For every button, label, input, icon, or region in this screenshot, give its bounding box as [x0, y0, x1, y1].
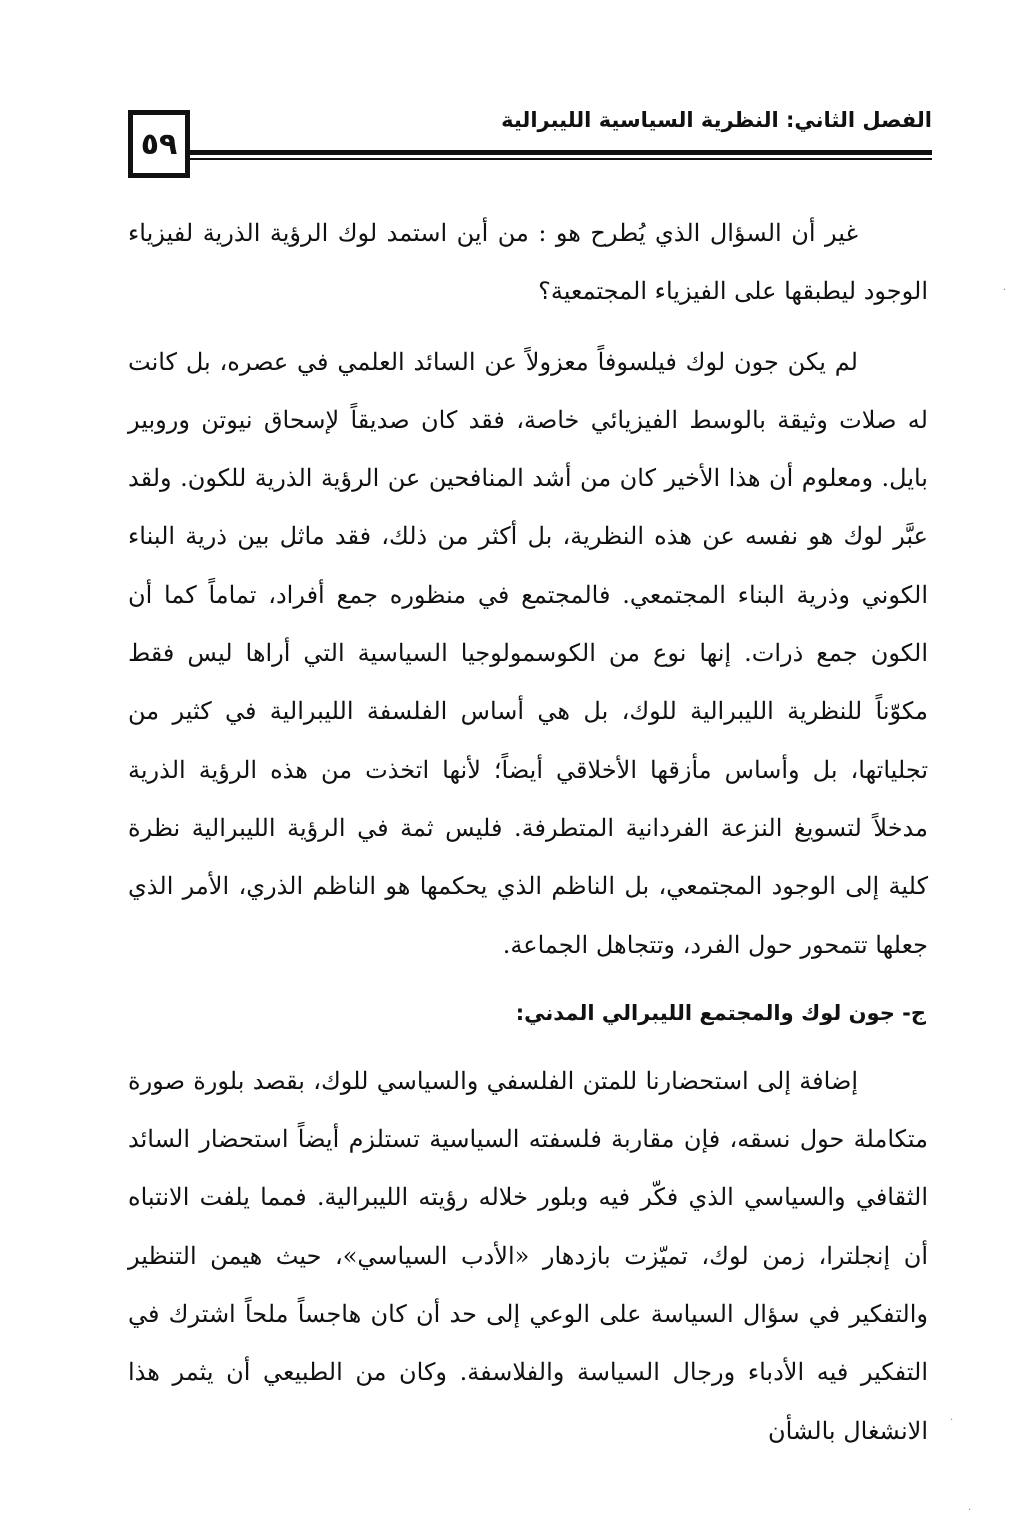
paragraph-locke-atomism: لم يكن جون لوك فيلسوفاً معزولاً عن السائد العلمي في عصره، بل كانت له صلات وثيقة بالوسط الفيزيائي خاصة، فقد كان صديقاً لإسحاق نيوتن وروبير بايل. ومعلوم أن هذا الأخير كان من أشد المنافحين عن الرؤية الذرية للكون. ولقد عبَّر لوك هو نفسه عن هذه النظرية، بل أكثر من ذلك، فقد ماثل بين ذرية البناء الكوني وذرية البناء المجتمعي. فالمجتمع في منظوره جمع أفراد، تماماً كما أن الكون جمع ذرات. إنها نوع من الكوسمولوجيا السياسية التي أراها ليس فقط مكوّناً للنظرية الليبرالية للوك، بل هي أساس الفلسفة الليبرالية في كثير من تجلياتها، بل وأساس مأزقها الأخلاقي أيضاً؛ لأنها اتخذت من هذه الرؤية الذرية مدخلاً لتسويغ النزعة الفردانية المتطرفة. فليس ثمة في الرؤية الليبرالية نظرة كلية إلى الوجود المجتمعي، بل الناظم الذي يحكمها هو الناظم الذري، الأمر الذي جعلها تتمحور حول الفرد، وتتجاهل الجماعة. [128, 347, 928, 959]
page-number: ٥٩ [140, 126, 178, 162]
body-text [128, 204, 928, 1460]
header-rule-thick [182, 150, 932, 155]
header-rule-thin [182, 158, 932, 160]
scan-speck: · [968, 1505, 972, 1516]
running-header [122, 106, 932, 186]
paragraph-civil-society: إضافة إلى استحضارنا للمتن الفلسفي والسياسي للوك، بقصد بلورة صورة متكاملة حول نسقه، فإن مقاربة فلسفته السياسية تستلزم أيضاً استحضار السائد الثقافي والسياسي الذي فكّر فيه وبلور خلاله رؤيته الليبرالية. فمما يلفت الانتباه أن إنجلترا، زمن لوك، تميّزت بازدهار «الأدب السياسي»، حيث هيمن التنظير والتفكير في سؤال السياسة على الوعي إلى حد أن كان هاجساً ملحاً اشترك في التفكير فيه الأدباء ورجال السياسة والفلاسفة. وكان من الطبيعي أن يثمر هذا الانشغال بالشأن [128, 1066, 929, 1445]
section-subheading: ج- جون لوك والمجتمع الليبرالي المدني: [515, 1000, 926, 1025]
paragraph-question: غير أن السؤال الذي يُطرح هو : من أين استمد لوك الرؤية الذرية لفيزياء الوجود ليطبقها على الفيزياء المجتمعية؟ [128, 219, 928, 306]
running-title: الفصل الثاني: النظرية السياسية الليبرالية [501, 108, 932, 132]
scan-speck: · [1003, 285, 1007, 296]
page-number-box [128, 110, 190, 178]
scan-speck: · [950, 1415, 954, 1426]
